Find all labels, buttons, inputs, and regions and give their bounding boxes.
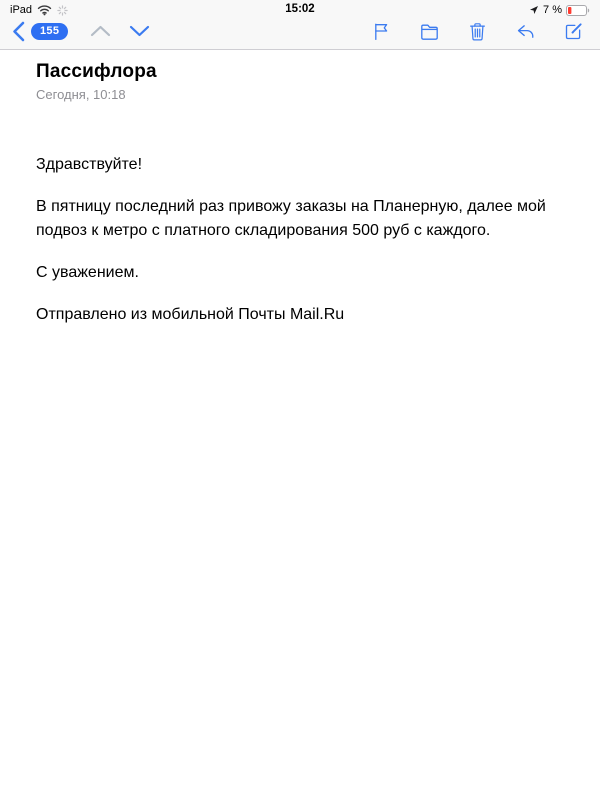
status-left [10, 4, 68, 16]
reply-button[interactable] [515, 21, 536, 42]
status-right [529, 4, 590, 16]
message-view [0, 50, 600, 327]
top-chrome [0, 0, 600, 50]
sender-name: Пассифлора [36, 61, 157, 82]
body-greeting: Здравствуйте! [36, 156, 143, 173]
message-date: Сегодня, 10:18 [36, 87, 126, 102]
next-message-button[interactable] [129, 25, 150, 37]
flag-button[interactable] [371, 21, 392, 42]
wifi-icon [37, 4, 52, 16]
reply-icon [515, 21, 536, 42]
device-label: iPad [10, 4, 33, 16]
compose-icon [563, 21, 584, 42]
battery-percent: 7 % [543, 4, 562, 16]
move-to-folder-button[interactable] [419, 21, 440, 42]
clock: 15:02 [285, 3, 315, 15]
compose-button[interactable] [563, 21, 584, 42]
message-header [36, 61, 556, 102]
back-chevron-icon [12, 21, 25, 42]
chevron-up-icon [90, 25, 111, 37]
network-activity-icon [57, 5, 68, 16]
body-paragraph: В пятницу последний раз привожу заказы на Планерную, далее мой подвоз к метро с платного складирования 500 руб с каждого. [36, 198, 546, 239]
back-button[interactable] [12, 21, 68, 42]
delete-button[interactable] [467, 21, 488, 42]
location-arrow-icon [529, 5, 539, 15]
folder-icon [419, 21, 440, 42]
body-footer: Отправлено из мобильной Почты Mail.Ru [36, 306, 345, 323]
trash-icon [467, 21, 488, 42]
battery-icon [566, 5, 590, 16]
body-signoff: С уважением. [36, 264, 139, 281]
previous-message-button[interactable] [90, 25, 111, 37]
message-body [36, 153, 556, 327]
toolbar-right [371, 21, 584, 42]
toolbar [0, 18, 600, 49]
unread-count-badge: 155 [31, 23, 68, 40]
chevron-down-icon [129, 25, 150, 37]
toolbar-left [12, 21, 150, 42]
status-bar [0, 0, 600, 18]
flag-icon [371, 21, 392, 42]
